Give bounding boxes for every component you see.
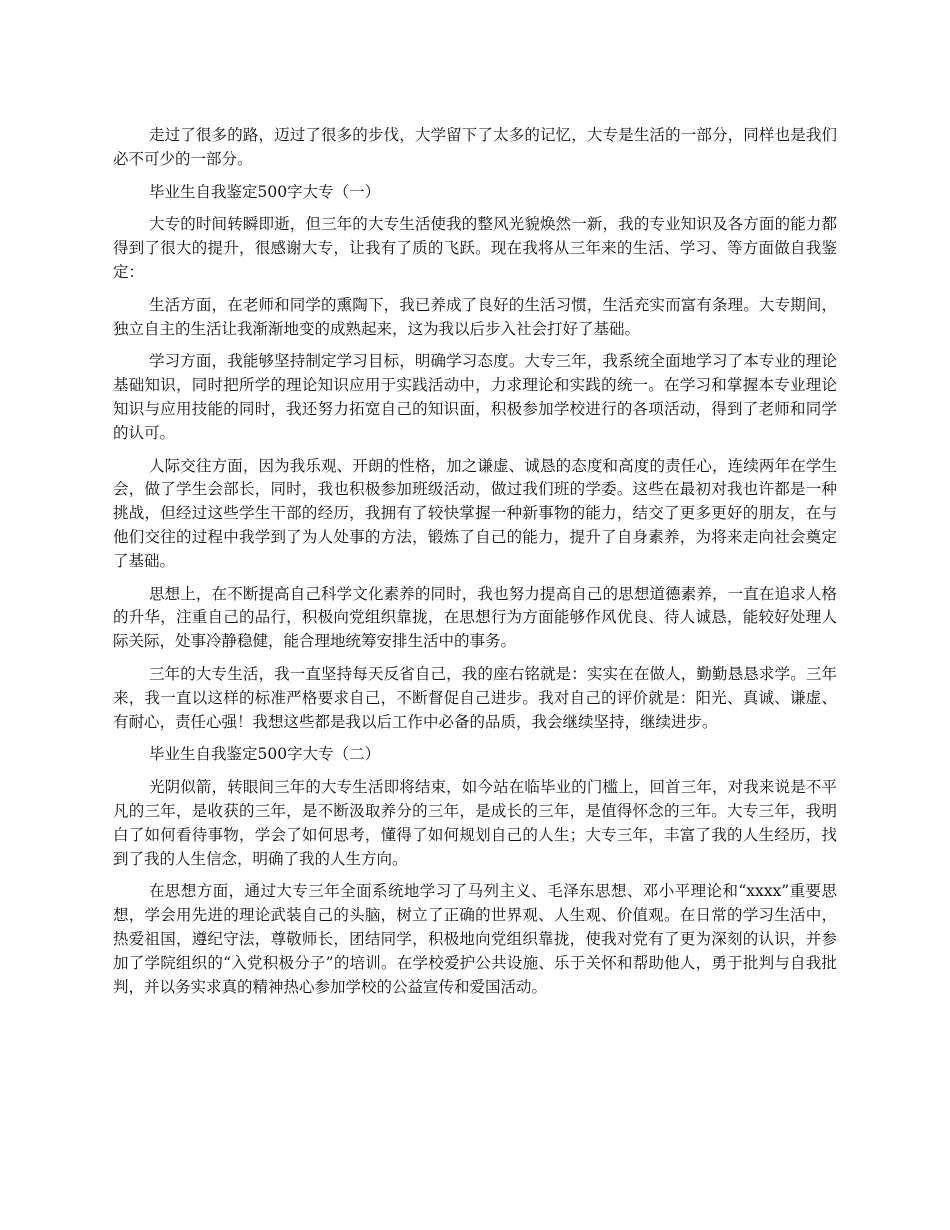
body-paragraph: 人际交往方面，因为我乐观、开朗的性格，加之谦虚、诚恳的态度和高度的责任心，连续两年在学生会，做了学生会部长，同时，我也积极参加班级活动，做过我们班的学委。这些在最初对我也许都是一种挑战，但经过这些学生干部的经历，我拥有了较快掌握一种新事物的能力，结交了更多更好的朋友，在与他们交往的过程中我学到了为人处事的方法，锻炼了自己的能力，提升了自身素养，为将来走向社会奠定了基础。 (113, 456, 837, 570)
body-paragraph: 光阴似箭，转眼间三年的大专生活即将结束，如今站在临毕业的门槛上，回首三年，对我来说是不平凡的三年，是收获的三年，是不断汲取养分的三年，是成长的三年，是值得怀念的三年。大专三年，我明白了如何看待事物，学会了如何思考，懂得了如何规划自己的人生；大专三年，丰富了我的人生经历，找到了我的人生信念，明确了我的人生方向。 (113, 778, 837, 868)
body-paragraph: 在思想方面，通过大专三年全面系统地学习了马列主义、毛泽东思想、邓小平理论和“xxxx”重要思想，学会用先进的理论武装自己的头脑，树立了正确的世界观、人生观、价值观。在日常的学习生活中，热爱祖国，遵纪守法，尊敬师长，团结同学，积极地向党组织靠拢，使我对党有了更为深刻的认识，并参加了学院组织的“入党积极分子”的培训。在学校爱护公共设施、乐于关怀和帮助他人，勇于批判与自我批判，并以务实求真的精神热心参加学校的公益宣传和爱国活动。 (113, 882, 837, 996)
section-heading-1: 毕业生自我鉴定500字大专（一） (149, 182, 381, 201)
section-heading-2: 毕业生自我鉴定500字大专（二） (149, 745, 381, 764)
body-paragraph: 思想上，在不断提高自己科学文化素养的同时，我也努力提高自己的思想道德素养，一直在追求人格的升华，注重自己的品行，积极向党组织靠拢，在思想行为方面能够作风优良、待人诚恳，能较好处理人际关际，处事冷静稳健，能合理地统筹安排生活中的事务。 (113, 584, 837, 651)
intro-paragraph: 走过了很多的路，迈过了很多的步伐，大学留下了太多的记忆，大专是生活的一部分，同样也是我们必不可少的一部分。 (113, 126, 837, 168)
document-page (113, 124, 837, 1008)
body-paragraph: 生活方面，在老师和同学的熏陶下，我已养成了良好的生活习惯，生活充实而富有条理。大专期间，独立自主的生活让我渐渐地变的成熟起来，这为我以后步入社会打好了基础。 (113, 295, 837, 338)
body-paragraph: 大专的时间转瞬即逝，但三年的大专生活使我的整风光貌焕然一新，我的专业知识及各方面的能力都得到了很大的提升，很感谢大专，让我有了质的飞跃。现在我将从三年来的生活、学习、等方面做自我鉴定： (113, 215, 837, 281)
body-paragraph: 三年的大专生活，我一直坚持每天反省自己，我的座右铭就是：实实在在做人，勤勤恳恳求学。三年来，我一直以这样的标准严格要求自己，不断督促自己进步。我对自己的评价就是：阳光、真诚、谦虚、有耐心，责任心强！我想这些都是我以后工作中必备的品质，我会继续坚持，继续进步。 (113, 664, 837, 731)
body-paragraph: 学习方面，我能够坚持制定学习目标，明确学习态度。大专三年，我系统全面地学习了本专业的理论基础知识，同时把所学的理论知识应用于实践活动中，力求理论和实践的统一。在学习和掌握本专业理论知识与应用技能的同时，我还努力拓宽自己的知识面，积极参加学校进行的各项活动，得到了老师和同学的认可。 (113, 352, 837, 442)
